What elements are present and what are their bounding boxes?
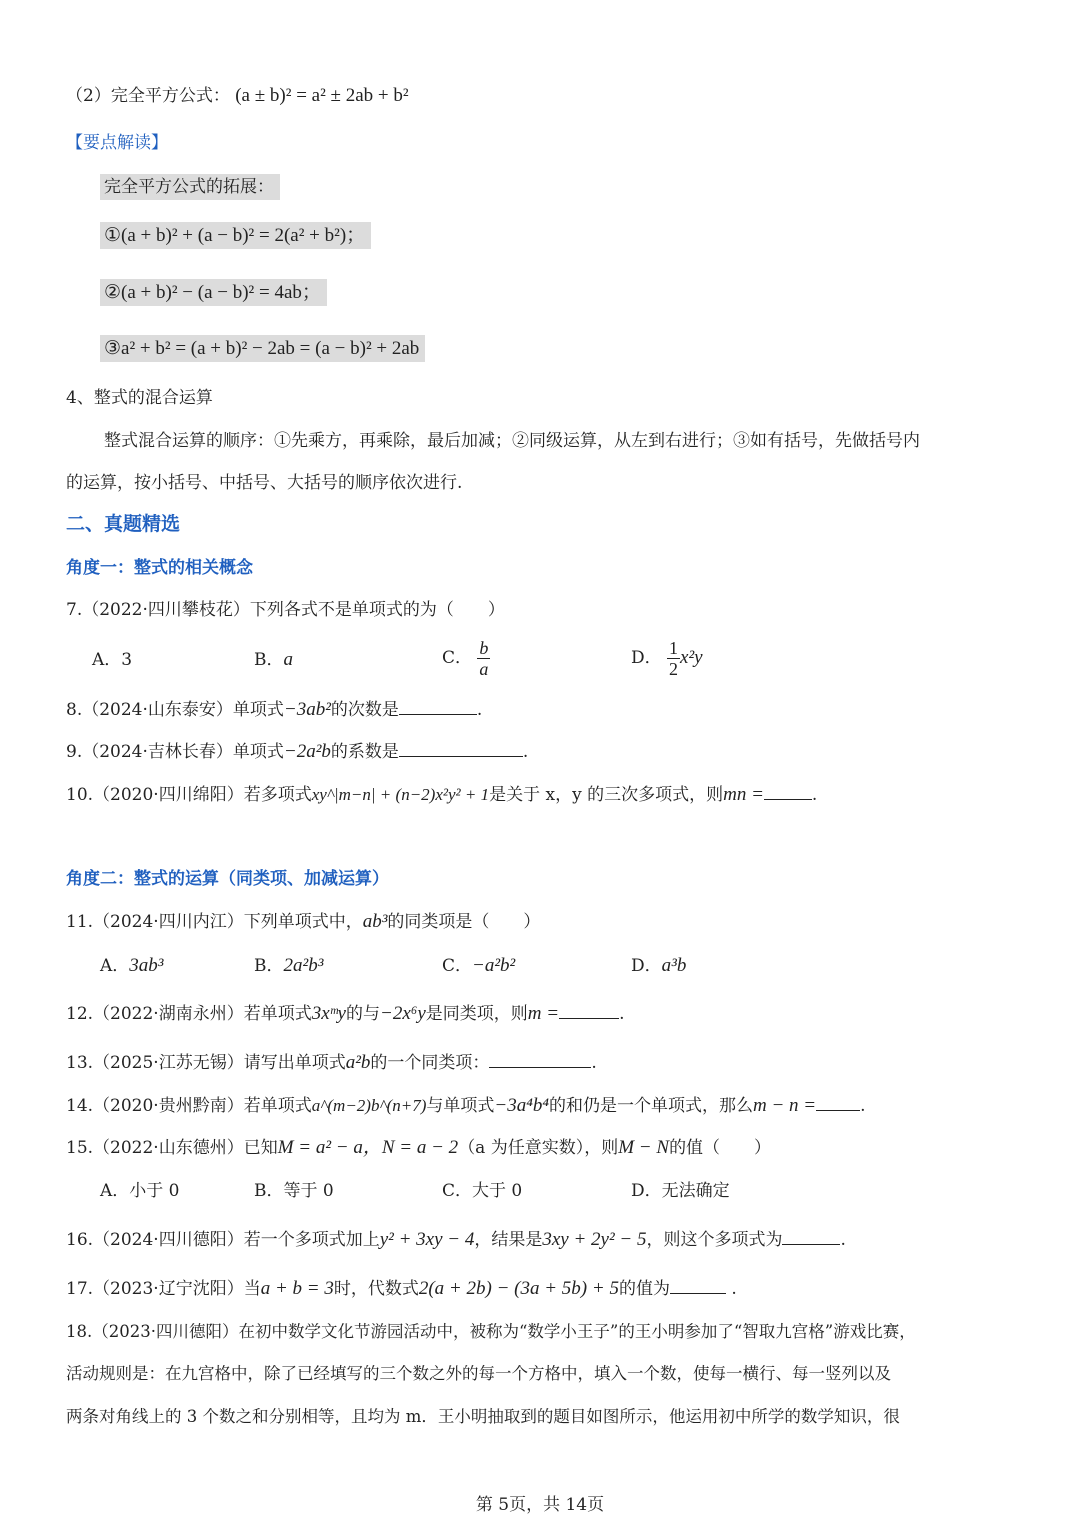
q8-prefix: 8.（2024·山东泰安）单项式 [66, 700, 284, 720]
q7-stem: 7.（2022·四川攀枝花）下列各式不是单项式的为（ ） [66, 600, 505, 620]
q7-option-c-fraction [477, 638, 490, 679]
expansion-2 [100, 281, 327, 305]
q14-middle: 与单项式 [426, 1096, 495, 1116]
q12: 12.（2022·湖南永州）若单项式3xᵐy的与−2x⁶y是同类项，则m = . [66, 1003, 625, 1024]
q11-option-c-math: −a²b² [472, 955, 516, 976]
q10-math: xy^|m−n| + (n−2)x²y² + 1 [311, 785, 490, 804]
q15-option-a: A．小于 0 [100, 1181, 180, 1201]
q7-option-c-label: C． [442, 648, 473, 668]
q15-stem [66, 1136, 771, 1160]
q7-option-d-den: 2 [669, 659, 679, 679]
q11-option-a [100, 954, 163, 978]
q14-suffix: 的和仍是一个单项式，那么 [548, 1096, 753, 1116]
q10: 10.（2020·四川绵阳）若多项式xy^|m−n| + (n−2)x²y² + 1是关于 x，y 的三次多项式，则mn = . [66, 784, 818, 805]
q14-blank[interactable] [816, 1110, 860, 1111]
q11-option-b-label: B． [254, 956, 284, 976]
q8-blank[interactable] [399, 714, 477, 715]
q11-option-d [631, 954, 686, 978]
q14-math2: −3a⁴b⁴ [494, 1095, 549, 1116]
q7-option-b-label: B． [254, 650, 284, 670]
expansion-1-text: ①(a + b)² + (a − b)² = 2(a² + b²)； [100, 222, 371, 249]
q11-option-b [254, 954, 323, 978]
q11-stem [66, 910, 540, 934]
q7-option-d-rest: x²y [680, 647, 703, 668]
expansion-1 [100, 224, 371, 248]
section4-title: 4、整式的混合运算 [66, 388, 213, 408]
q12-prefix: 12.（2022·湖南永州）若单项式 [66, 1004, 312, 1024]
q12-math2: −2x⁶y [380, 1003, 426, 1024]
q11-option-d-math: a³b [661, 955, 687, 976]
expansion-title-box [100, 175, 280, 199]
q14: 14.（2020·贵州黔南）若单项式a^(m−2)b^(n+7)与单项式−3a⁴b⁴的和仍是一个单项式，那么m − n = . [66, 1095, 866, 1116]
part2-title: 二、真题精选 [66, 513, 181, 535]
q13: 13.（2025·江苏无锡）请写出单项式a²b的一个同类项： . [66, 1052, 597, 1073]
q12-math3: m = [527, 1003, 560, 1024]
q11-option-c-label: C． [442, 956, 473, 976]
q17-math2: 2(a + 2b) − (3a + 5b) + 5 [418, 1278, 619, 1299]
q13-math: a²b [345, 1052, 371, 1073]
q17: 17.（2023·辽宁沈阳）当a + b = 3时，代数式2(a + 2b) − (3a + 5b) + 5的值为 . [66, 1278, 737, 1299]
q15-option-c: C．大于 0 [442, 1181, 523, 1201]
section4-text-2: 的运算，按小括号、中括号、大括号的顺序依次进行. [66, 473, 463, 493]
q7-option-d-label: D． [631, 648, 662, 668]
q15-math: M = a² − a，N = a − 2 [277, 1137, 459, 1158]
q18-line-3: 两条对角线上的 3 个数之和分别相等，且均为 m．王小明抽取到的题目如图所示，他运用初中所学的数学知识，很 [66, 1407, 900, 1426]
q7-option-c-num: b [479, 638, 489, 658]
q7-option-d-fraction [667, 638, 680, 679]
q17-prefix: 17.（2023·辽宁沈阳）当 [66, 1279, 261, 1299]
q10-blank[interactable] [764, 799, 812, 800]
q17-middle: 时，代数式 [333, 1279, 419, 1299]
formula2-line [66, 84, 409, 108]
page-footer: 第 5页，共 14页 [475, 1495, 605, 1515]
expansion-2-text: ②(a + b)² − (a − b)² = 4ab； [100, 279, 327, 306]
formula2-label: （2）完全平方公式： [66, 86, 230, 106]
q13-prefix: 13.（2025·江苏无锡）请写出单项式 [66, 1053, 346, 1073]
q18-line-2: 活动规则是：在九宫格中，除了已经填写的三个数之外的每一个方格中，填入一个数，使每一横行、每一竖列以及 [66, 1364, 891, 1383]
angle1-title: 角度一：整式的相关概念 [66, 558, 253, 578]
q14-math: a^(m−2)b^(n+7) [311, 1096, 427, 1115]
q7-option-d-num: 1 [669, 638, 679, 658]
q16-prefix: 16.（2024·四川德阳）若一个多项式加上 [66, 1230, 380, 1250]
q11-option-a-label: A． [100, 956, 130, 976]
q11-option-b-math: 2a²b³ [283, 955, 324, 976]
q16: 16.（2024·四川德阳）若一个多项式加上y² + 3xy − 4，结果是3xy + 2y² − 5，则这个多项式为 . [66, 1229, 846, 1250]
q10-math2: mn = [723, 784, 764, 805]
formula2-math: (a ± b)² = a² ± 2ab + b² [235, 85, 409, 106]
q9-math: −2a²b [283, 741, 331, 762]
q7-option-c [442, 638, 490, 679]
q9: 9.（2024·吉林长春）单项式−2a²b的系数是 . [66, 741, 529, 762]
q16-blank[interactable] [782, 1244, 840, 1245]
q12-math: 3xᵐy [311, 1003, 346, 1024]
q15-suffix: 的值（ ） [669, 1138, 772, 1158]
q11-suffix: 的同类项是（ ） [387, 912, 541, 932]
q16-math: y² + 3xy − 4 [379, 1229, 475, 1250]
q12-suffix: 是同类项，则 [425, 1004, 528, 1024]
q13-blank[interactable] [489, 1067, 591, 1068]
q15-prefix: 15.（2022·山东德州）已知 [66, 1138, 278, 1158]
q11-option-d-label: D． [631, 956, 662, 976]
q15-option-d: D．无法确定 [631, 1181, 730, 1201]
q15-math2: M − N [618, 1137, 670, 1158]
q9-blank[interactable] [399, 756, 523, 757]
q16-suffix: ，则这个多项式为 [646, 1230, 783, 1250]
q11-option-a-math: 3ab³ [129, 955, 164, 976]
q12-blank[interactable] [559, 1018, 619, 1019]
q18-line-1: 18.（2023·四川德阳）在初中数学文化节游园活动中，被称为“数学小王子”的王小明参加了“智取九宫格”游戏比赛， [66, 1322, 916, 1341]
angle2-title: 角度二：整式的运算（同类项、加减运算） [66, 869, 389, 889]
section4-text-1: 整式混合运算的顺序：①先乘方，再乘除，最后加减；②同级运算，从左到右进行；③如有括号，先做括号内 [104, 431, 920, 451]
q12-middle: 的与 [346, 1004, 380, 1024]
q13-suffix: 的一个同类项： [370, 1053, 490, 1073]
q15-option-b: B．等于 0 [254, 1181, 334, 1201]
expansion-3-text: ③a² + b² = (a + b)² − 2ab = (a − b)² + 2ab [100, 335, 425, 362]
q7-option-a: A．3 [92, 650, 133, 670]
q15-middle: （a 为任意实数），则 [458, 1138, 619, 1158]
expansion-3 [100, 337, 425, 361]
expansion-title: 完全平方公式的拓展： [100, 174, 280, 200]
q11-option-c [442, 954, 515, 978]
q8-suffix: 的次数是 [330, 700, 399, 720]
q17-suffix: 的值为 [618, 1279, 670, 1299]
q7-option-d [631, 638, 703, 679]
q7-option-b-math: a [283, 649, 293, 670]
q16-math2: 3xy + 2y² − 5 [542, 1229, 647, 1250]
key-points-title: 【要点解读】 [66, 133, 168, 153]
q16-middle: ，结果是 [474, 1230, 543, 1250]
q10-prefix: 10.（2020·四川绵阳）若多项式 [66, 785, 312, 805]
q11-prefix: 11.（2024·四川内江）下列单项式中， [66, 912, 363, 932]
q7-option-c-den: a [479, 659, 489, 679]
q17-math: a + b = 3 [260, 1278, 334, 1299]
q17-blank[interactable] [670, 1293, 726, 1294]
q14-prefix: 14.（2020·贵州黔南）若单项式 [66, 1096, 312, 1116]
q9-prefix: 9.（2024·吉林长春）单项式 [66, 742, 284, 762]
q11-math: ab³ [362, 911, 388, 932]
q10-middle: 是关于 x，y 的三次多项式，则 [489, 785, 724, 805]
q9-suffix: 的系数是 [330, 742, 399, 762]
q8: 8.（2024·山东泰安）单项式−3ab²的次数是 . [66, 699, 483, 720]
q8-math: −3ab² [283, 699, 331, 720]
q7-option-b [254, 648, 293, 672]
q14-math3: m − n = [752, 1095, 817, 1116]
